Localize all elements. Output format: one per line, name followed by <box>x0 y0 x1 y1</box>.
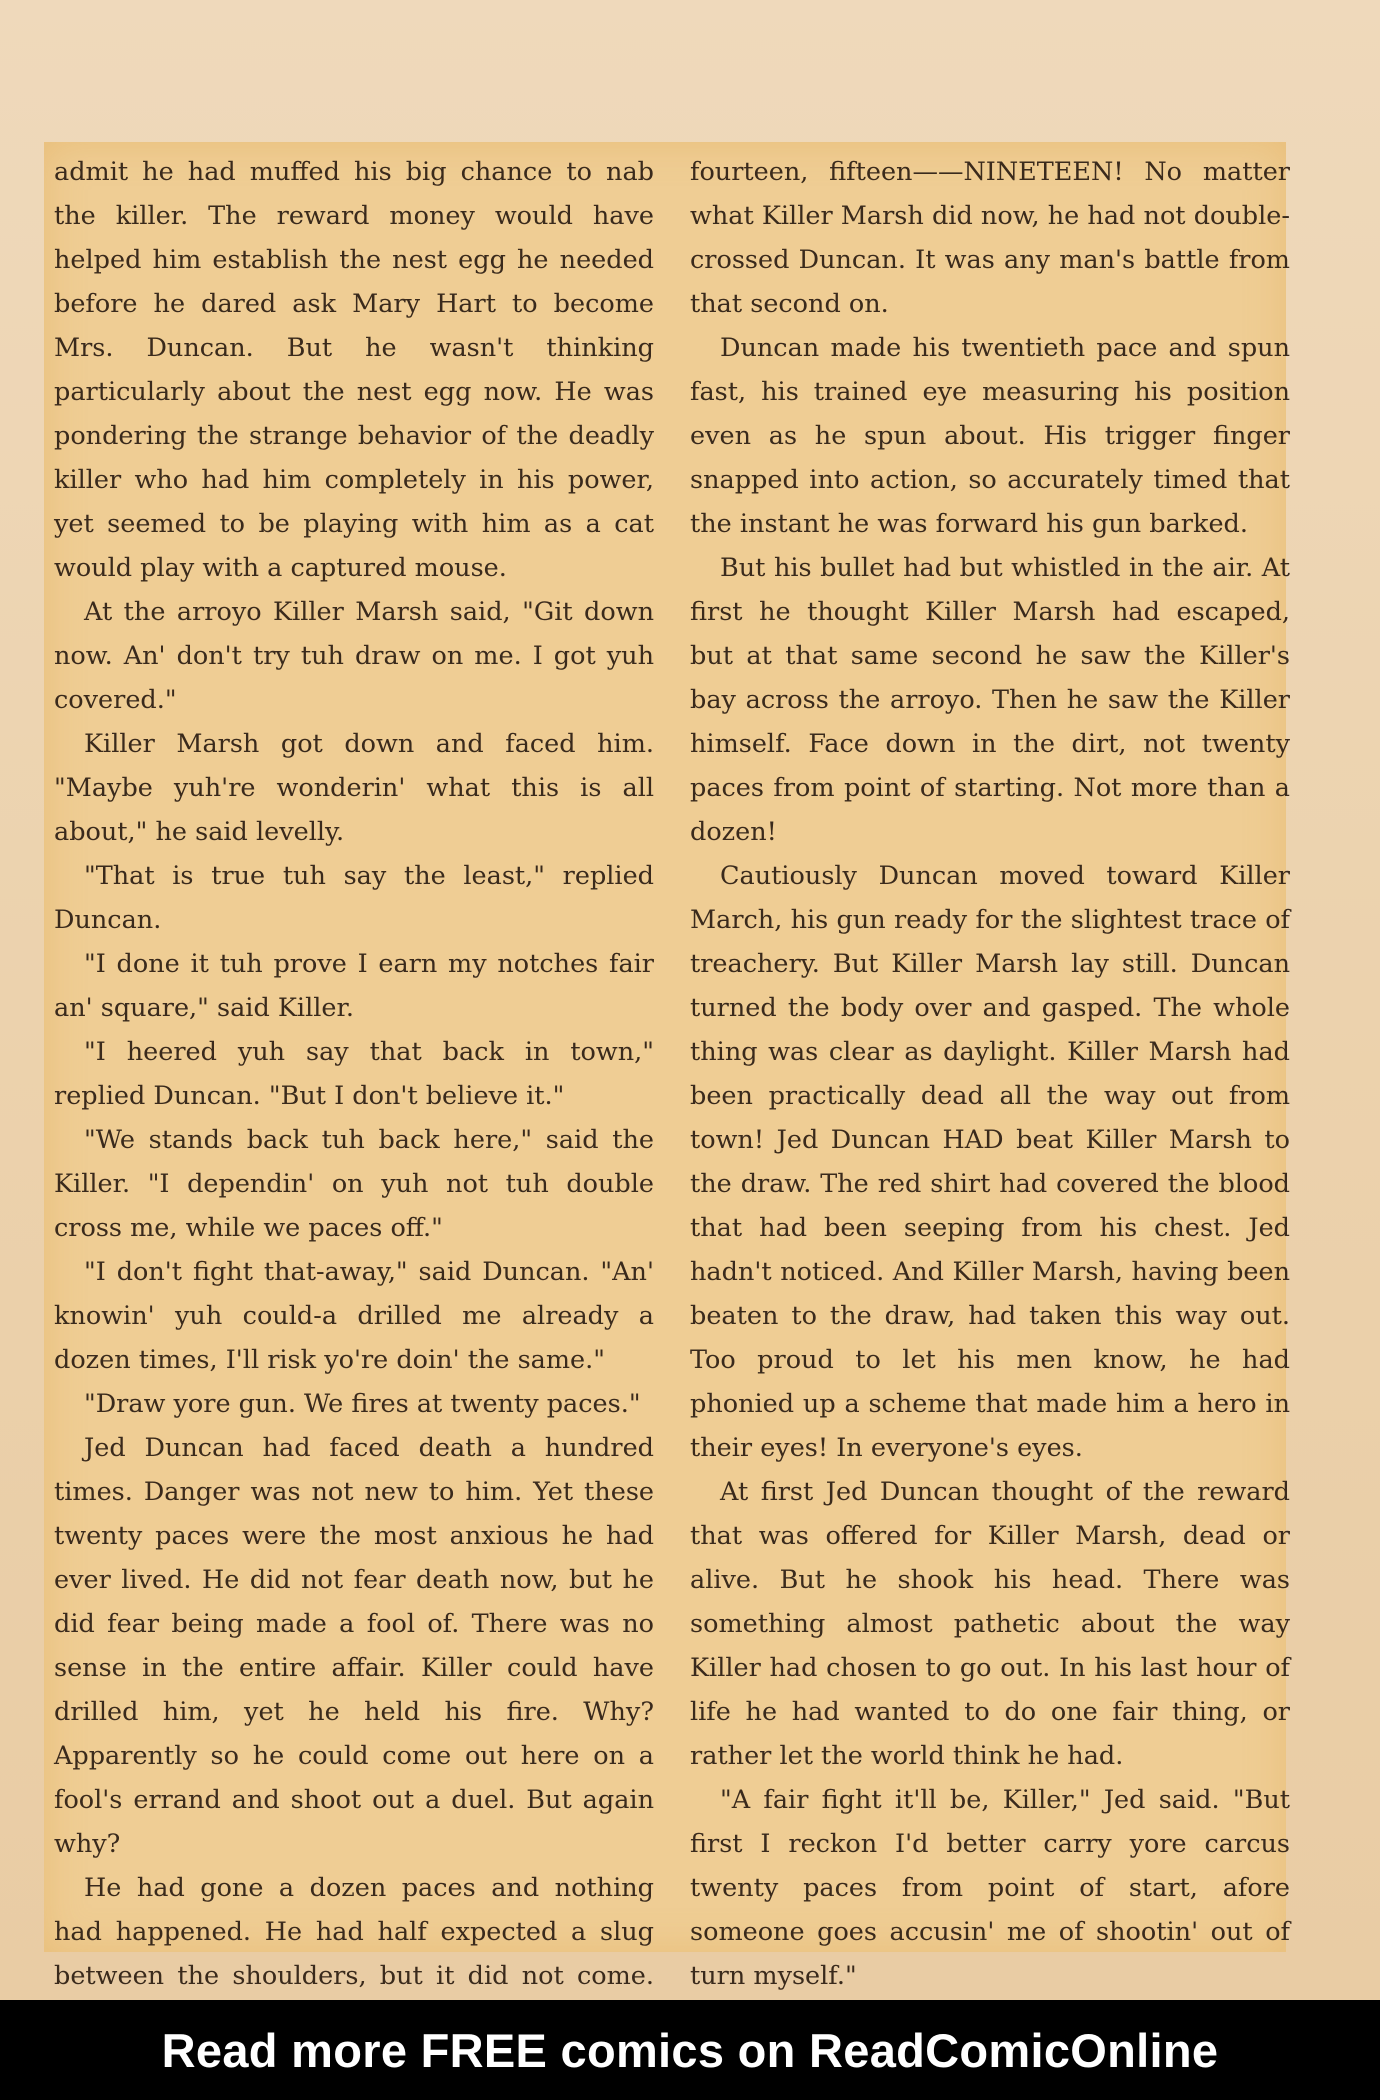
paragraph: fourteen, fifteen——NINETEEN! No matter what Killer Marsh did now, he had not double-crossed Duncan. It was any man's battle from that second on. <box>690 157 1290 319</box>
paragraph: He had gone a dozen paces and nothing had happened. He had half expected a slug between the shoulders, but it did not come. <box>54 1873 654 1991</box>
paragraph: Killer Marsh got down and faced him. "Maybe yuh're wonderin' what this is all about," he said levelly. <box>54 729 654 847</box>
paragraph: "That is true tuh say the least," replied Duncan. <box>54 861 654 935</box>
promo-banner-text[interactable]: Read more FREE comics on ReadComicOnline <box>161 2023 1219 2077</box>
story-column-left <box>54 150 654 2042</box>
paragraph: "I done it tuh prove I earn my notches fair an' square," said Killer. <box>54 949 654 1023</box>
paragraph: "We stands back tuh back here," said the Killer. "I dependin' on yuh not tuh double cross me, while we paces off." <box>54 1125 654 1243</box>
paragraph: "I heered yuh say that back in town," replied Duncan. "But I don't believe it." <box>54 1037 654 1111</box>
paragraph: At first Jed Duncan thought of the reward that was offered for Killer Marsh, dead or alive. But he shook his head. There was something almost pathetic about the way Killer had chosen to go out. In his last hour of life he had wanted to do one fair thing, or rather let the world think he had. <box>690 1477 1290 1771</box>
story-column-right <box>690 150 1290 1998</box>
paragraph: Jed Duncan had faced death a hundred times. Danger was not new to him. Yet these twenty paces were the most anxious he had ever lived. He did not fear death now, but he did fear being made a fool of. There was no sense in the entire affair. Killer could have drilled him, yet he held his fire. Why? Apparently so he could come out here on a fool's errand and shoot out a duel. But again why? <box>54 1433 654 1859</box>
paragraph: admit he had muffed his big chance to nab the killer. The reward money would have helped him establish the nest egg he needed before he dared ask Mary Hart to become Mrs. Duncan. But he wasn't thinking particularly about the nest egg now. He was pondering the strange behavior of the deadly killer who had him completely in his power, yet seemed to be playing with him as a cat would play with a captured mouse. <box>54 157 654 583</box>
paragraph: "I don't fight that-away," said Duncan. "An' knowin' yuh could-a drilled me already a dozen times, I'll risk yo're doin' the same." <box>54 1257 654 1375</box>
paragraph: Cautiously Duncan moved toward Killer March, his gun ready for the slightest trace of treachery. But Killer Marsh lay still. Duncan turned the body over and gasped. The whole thing was clear as daylight. Killer Marsh had been practically dead all the way out from town! Jed Duncan HAD beat Killer Marsh to the draw. The red shirt had covered the blood that had been seeping from his chest. Jed hadn't noticed. And Killer Marsh, having been beaten to the draw, had taken this way out. Too proud to let his men know, he had phonied up a scheme that made him a hero in their eyes! In everyone's eyes. <box>690 861 1290 1463</box>
promo-banner[interactable] <box>0 2000 1380 2100</box>
paragraph: At the arroyo Killer Marsh said, "Git down now. An' don't try tuh draw on me. I got yuh covered." <box>54 597 654 715</box>
paragraph: "Draw yore gun. We fires at twenty paces." <box>84 1389 641 1419</box>
paragraph: Duncan made his twentieth pace and spun fast, his trained eye measuring his position even as he spun about. His trigger finger snapped into action, so accurately timed that the instant he was forward his gun barked. <box>690 333 1290 539</box>
paragraph: But his bullet had but whistled in the air. At first he thought Killer Marsh had escaped, but at that same second he saw the Killer's bay across the arroyo. Then he saw the Killer himself. Face down in the dirt, not twenty paces from point of starting. Not more than a dozen! <box>690 553 1290 847</box>
paragraph: "A fair fight it'll be, Killer," Jed said. "But first I reckon I'd better carry yore carcus twenty paces from point of start, afore someone goes accusin' me of shootin' out of turn myself." <box>690 1785 1290 1991</box>
